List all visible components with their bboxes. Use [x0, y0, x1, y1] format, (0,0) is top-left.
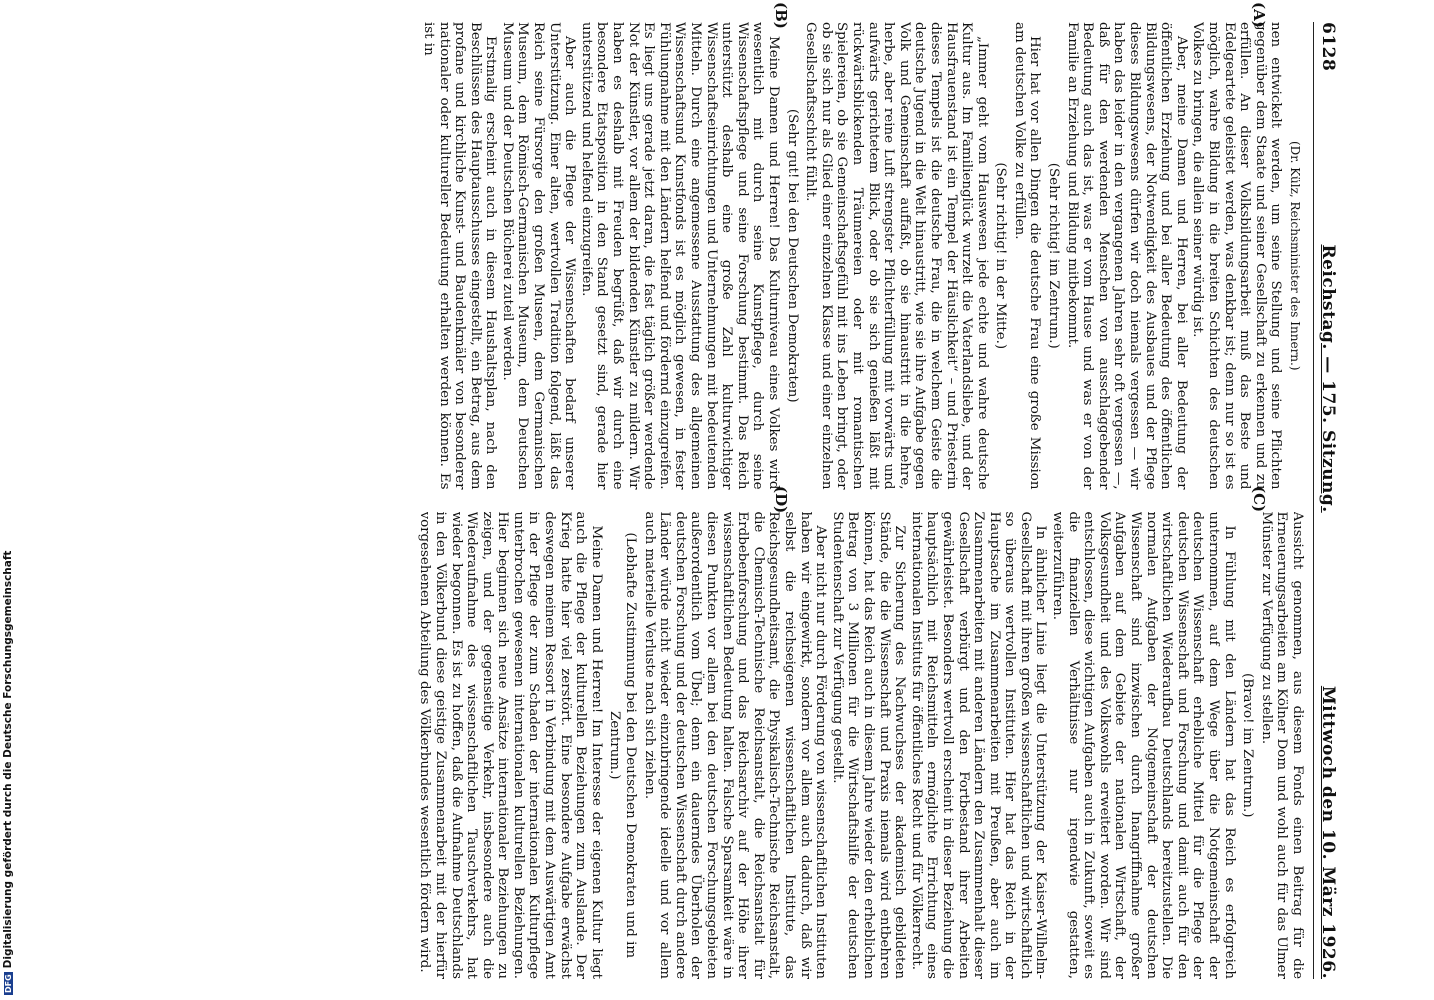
paragraph: In ähnlicher Linie liegt die Unterstützung der Kaiser-Wilhelm-Gesellschaft mit ihren großen wissenschaftlichen und wirtschaftlich so überaus wertvollen Instituten. Hier hat das Reich in der Hauptsache im Zusammenarbeiten mit Preußen, aber auch im Zusammenarbeiten mit anderen Ländern den Zusammenhalt dieser Gesellschaft verbürgt und den Fortbestand ihrer Arbeiten gewährleistet. Besonders wertvoll erscheint in dieser Beziehung die hauptsächlich mit Reichsmitteln ermöglichte Errichtung eines internationalen Instituts für öffentliches Recht und für Völkerrecht. [908, 511, 1049, 979]
paragraph: nen entwickelt werden, um seine Stellung und seine Pflichten gegenüber dem Staate und seiner Gesellschaft zu erkennen und zu erfüllen. An dieser Volksbildungsarbeit muß das Beste und Edelgeartete geleistet werden, was denkbar ist; denn nur so ist es möglich, wahre Bildung in die breiten Schichten des deutschen Volkes zu bringen, die allein seiner würdig ist. [1190, 22, 1284, 490]
paragraph: Zur Sicherung des Nachwuchses der akademisch gebildeten Stände, die die Wissenschaft und Praxis niemals wird entbehren können, hat das Reich auch in diesem Jahre wieder den erheblichen Betrag von 3 Millionen für die Wirtschaftshilfe der deutschen Studentenschaft zur Verfügung gestellt. [829, 511, 908, 979]
column-right [375, 512, 1305, 980]
credit-text: Digitalisierung gefördert durch die Deutsche Forschungsgemeinschaft [2, 550, 14, 969]
dfg-logo-icon: DFG [3, 974, 13, 993]
reaction-note: (Sehr gut! bei den Deutschen Demokraten) [784, 108, 800, 403]
paragraph: Erstmalig erscheint auch in diesem Haushaltsplan, nach den Beschlüssen des Hauptausschusses eingestellt, ein Betrag, aus dem profane und kirchliche Kunst- und Baudenkmäler von besonderer nationaler oder kultureller Bedeutung erhalten werden können. Es ist in [420, 22, 499, 490]
session-title: Reichstag. — 175. Sitzung. [1318, 244, 1338, 513]
paragraph: Aber nicht nur durch Förderung von wissenschaftlichen Instituten haben wir eingewirkt, sondern vor allem auch dadurch, daß wir selbst die reichseigenen wissenschaftlichen Institute, das Reichsgesundheitsamt, die Physikalisch-Technische Reichsanstalt, die Chemisch-Technische Reichsanstalt, die Reichsanstalt für Erdbebenforschung und das Reichsarchiv auf der Höhe ihrer wissenschaftlichen Bedeutung halten. Falsche Sparsamkeit wäre in diesen Punkten vor allem bei den deutschen Forschungsgebieten außerordentlich vom Übel; denn ein dauerndes Überholen der deutschen Forschung und der deutschen Wissenschaft durch andere Länder würde nicht wieder einzubringende ideelle und vor allem auch materielle Verluste nach sich ziehen. [641, 511, 829, 979]
margin-marker-d: (D) [772, 486, 790, 514]
paragraph: Aber, meine Damen und Herren, bei aller Bedeutung der öffentlichen Erziehung und bei aller Bedeutung des öffentlichen Bildungswesens, der Notwendigkeit des Ausbaues und der Pflege dieses Bildungswesens dürfen wir doch niemals vergessen — wir haben das leider in den vergangenen Jahren sehr oft vergessen —, daß für den werdenden Menschen von ausschlaggebender Bedeutung auch das ist, was er vom Hause und was er von der Familie an Erziehung und Bildung mitbekommt. [1064, 22, 1189, 490]
reaction-note: (Lebhafte Zustimmung bei den Deutschen Demokraten und im Zentrum.) [607, 532, 639, 959]
rotated-page [128, 2, 1350, 993]
margin-marker-c: (C) [1250, 486, 1268, 513]
session-date: Mittwoch den 10. März 1926. [1318, 685, 1338, 979]
margin-marker-a: (A) [1250, 2, 1268, 28]
reaction-note: (Sehr richtig! in der Mitte.) [993, 162, 1009, 350]
side-credit [2, 540, 16, 995]
margin-marker-b: (B) [772, 2, 790, 29]
page-number: 6128 [1318, 22, 1338, 72]
reaction-note: (Bravo! im Zentrum.) [1240, 673, 1256, 818]
paragraph: In Fühlung mit den Ländern hat das Reich es erfolgreich unternommen, auf dem Wege über die Notgemeinschaft der deutschen Wissenschaft erhebliche Mittel für die Pflege der deutschen Wissenschaft und Forschung und damit auch für den wirtschaftlichen Wiederaufbau Deutschlands bereitzustellen. Die normalen Aufgaben der Notgemeinschaft der deutschen Wissenschaft sind inzwischen durch Inangriffnahme großer Aufgaben auf dem Gebiete der nationalen Wirtschaft, der Volksgesundheit und des Volkswohls erweitert worden. Wir sind entschlossen, diese wichtigen Aufgaben auch in Zukunft, soweit es die finanziellen Verhältnisse nur irgendwie gestatten, weiterzuführen. [1050, 511, 1237, 979]
column-left [375, 22, 1305, 490]
page-header [1313, 22, 1338, 979]
text-columns [375, 22, 1305, 979]
paragraph: Meine Damen und Herren! Das Kulturniveau eines Volkes wird wesentlich mit durch seine Kunstpflege, durch seine Wissenschaftspflege und seine Forschung bestimmt. Das Reich unterstützt deshalb eine große Zahl kulturwichtiger Wissenschaftseinrichtungen und Unternehmungen mit bedeutenden Mitteln. Durch eine angemessene Ausstattung des allgemeinen Wissenschaftsund Kunstfonds ist es möglich gewesen, in fester Fühlungnahme mit den Ländern helfend und fördernd einzugreifen. Es liegt uns gerade jetzt daran, die fast täglich größer werdende Not der Künstler, vor allem der bildenden Künstler zu mildern. Wir haben es deshalb mit Freuden begrüßt, daß wir durch eine besondere Etatsposition in den Stand gesetzt sind, gerade hier unterstützend und helfend einzugreifen. [578, 22, 781, 490]
reaction-note: (Sehr richtig! im Zentrum.) [1046, 162, 1062, 349]
paragraph: Aber auch die Pflege der Wissenschaften bedarf unserer Unterstützung. Einer alten, wertvollen Tradition folgend, läßt das Reich seine Fürsorge den großen Museen, dem Germanischen Museum, dem Römisch-Germanischen Museum, dem Deutschen Museum und der Deutschen Bücherei zuteil werden. [499, 22, 578, 490]
paragraph: Hier hat vor allen Dingen die deutsche Frau eine große Mission am deutschen Volke zu erfüllen. [1011, 22, 1043, 490]
paragraph: Meine Damen und Herren! Im Interesse der eigenen Kultur liegt auch die Pflege der kulturellen Beziehungen zum Auslande. Der Krieg hatte hier viel zerstört. Eine besondere Aufgabe erwächst deswegen meinem Ressort in Verbindung mit dem Auswärtigen Amt in der Pflege der zum Schaden der internationalen Kulturpflege unterbrochen gewesenen internationalen kulturellen Beziehungen. Hier beginnen sich neue Ansätze internationaler Beziehungen zu zeigen, und der gegenseitige Verkehr, insbesondere auch die Wiederaufnahme des wissenschaftlichen Tauschverkehrs, hat wieder begonnen. Es ist zu hoffen, daß die Aufnahme Deutschlands in den Völkerbund diese geistige Zusammenarbeit mit der hierfür vorgesehenen Abteilung des Völkerbundes wesentlich fördern wird. [417, 511, 604, 979]
speaker-line: (Dr. Külz, Reichsminister des Innern.) [1288, 140, 1302, 371]
paragraph: „Immer geht vom Hauswesen jede echte und wahre deutsche Kultur aus. Im Familienglück wurzelt die Vaterlandsliebe, und der Hausfrauenstand ist ein Tempel der Häuslichkeit“ – und Priesterin dieses Tempels ist die deutsche Frau, die in welchem Geiste die deutsche Jugend in die Welt hinaustritt, wie sie ihre Aufgabe gegen Volk und Gemeinschaft auffaßt, ob sie hinaustritt in die hehre, herbe, aber reine Luft strengster Pflichterfüllung mit vorwärts und aufwärts gerichtetem Blick, oder ob sie sich genießen läßt mit rückwärtsblickenden Träumereien oder mit romantischen Spielereien, ob sie Gemeinschaftsgefühl mit ins Leben bringt, oder ob sie sich nur als Glied einer einzelnen Klasse und einer einzelnen Gesellschaftsschicht fühlt. [803, 22, 990, 490]
paragraph: Aussicht genommen, aus diesem Fonds einen Beitrag für die Erneuerungsarbeiten am Kölner Dom und wohl auch für das Ulmer Münster zur Verfügung zu stellen. [1258, 511, 1305, 979]
